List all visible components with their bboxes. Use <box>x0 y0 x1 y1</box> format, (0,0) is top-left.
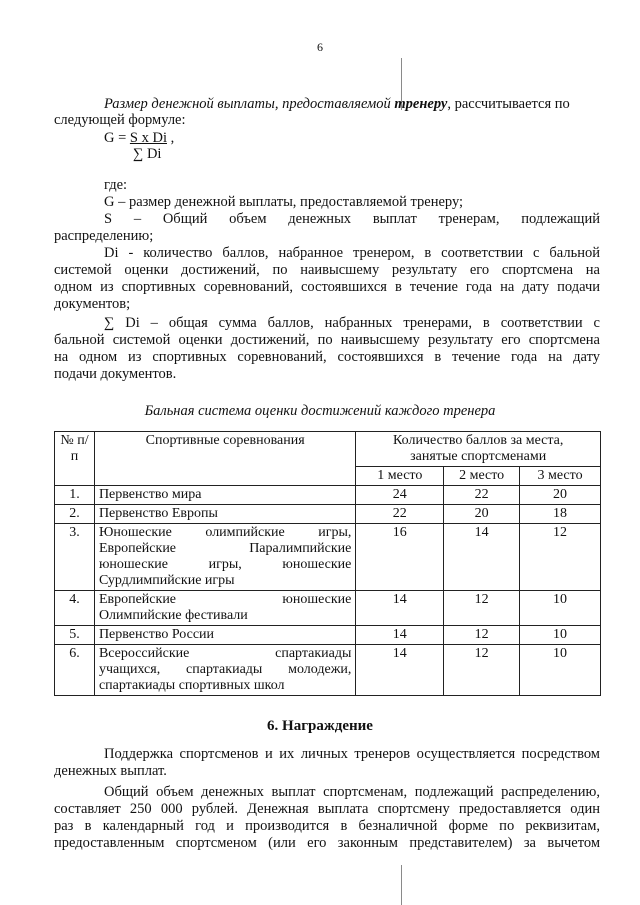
row-competition <box>94 524 355 591</box>
formula-denominator: ∑ Di <box>133 146 162 162</box>
header-place-1: 1 место <box>356 467 444 486</box>
table-row <box>55 626 601 645</box>
table-row <box>55 524 601 591</box>
row-points-2: 14 <box>444 524 520 591</box>
where-label: где: <box>104 177 128 193</box>
header-competitions: Спортивные соревнования <box>94 432 355 486</box>
definition-g: G – размер денежной выплаты, предоставляемой тренеру; <box>104 194 464 210</box>
row-competition-line: Европейские Паралимпийские <box>98 541 352 556</box>
row-competition <box>94 645 355 696</box>
formula-intro-line1 <box>104 96 570 112</box>
header-place-2: 2 место <box>444 467 520 486</box>
fold-line-bottom <box>401 865 402 905</box>
row-competition: Первенство России <box>94 626 355 645</box>
definition-sum-line1: ∑ Di – общая сумма баллов, набранных тренерами, в соответствии с <box>104 315 600 331</box>
row-points-2: 12 <box>444 591 520 626</box>
definition-sum-line4: подачи документов. <box>54 366 177 382</box>
table-row <box>55 486 601 505</box>
definition-sum-line2: бальной системой оценки достижений, по наивысшему результату его спортсмена <box>54 332 600 348</box>
header-number: № п/п <box>55 432 95 486</box>
formula-lhs: G = <box>104 130 130 146</box>
row-points-3: 20 <box>520 486 601 505</box>
definition-sum-line3: на одном из спортивных соревнований, состоявшихся в течение года на дату <box>54 349 600 365</box>
row-number: 1. <box>55 486 95 505</box>
formula-intro-italic: Размер денежной выплаты, предоставляемой <box>104 96 391 112</box>
table-row <box>55 505 601 524</box>
row-points-1: 14 <box>356 591 444 626</box>
row-competition: Первенство Европы <box>94 505 355 524</box>
definition-di-line4: документов; <box>54 296 131 312</box>
row-competition-line: Всероссийские спартакиады <box>98 646 352 661</box>
section6-p1-line2: денежных выплат. <box>54 763 167 779</box>
table-row <box>55 645 601 696</box>
formula-numerator: S x Di <box>129 130 167 146</box>
section6-p2-line1: Общий объем денежных выплат спортсменам, подлежащий распределению, <box>104 784 600 800</box>
header-points <box>356 432 601 467</box>
row-points-3: 18 <box>520 505 601 524</box>
definition-s-line2: распределению; <box>54 228 154 244</box>
row-competition <box>94 591 355 626</box>
definition-di-line3: одном из спортивных соревнований, состоявшихся в течение года на дату подачи <box>54 279 600 295</box>
row-number: 6. <box>55 645 95 696</box>
row-competition-line: Олимпийские фестивали <box>98 608 248 623</box>
row-number: 3. <box>55 524 95 591</box>
row-competition-line: Юношеские олимпийские игры, <box>98 525 352 540</box>
row-competition-line: учащихся, спартакиады молодежи, <box>98 662 352 677</box>
row-points-1: 14 <box>356 645 444 696</box>
table-header-row <box>55 432 601 467</box>
row-competition: Первенство мира <box>94 486 355 505</box>
formula-intro-rest: , рассчитывается по <box>447 96 570 112</box>
row-competition-line: спартакиады спортивных школ <box>98 678 285 693</box>
header-points-line1: Количество баллов за места, <box>393 433 564 448</box>
table-row <box>55 591 601 626</box>
row-points-1: 16 <box>356 524 444 591</box>
row-points-3: 10 <box>520 626 601 645</box>
header-points-line2: занятые спортсменами <box>410 449 547 464</box>
section6-p2-line3: раз в календарный год и производится в безналичной форме по реквизитам, <box>54 818 600 834</box>
section6-p2-line4: предоставленным спортсменом (или его законным представителем) за вычетом <box>54 835 600 851</box>
formula-comma: , <box>166 130 175 146</box>
row-competition-line: юношеские игры, юношеские <box>98 557 352 572</box>
row-points-1: 14 <box>356 626 444 645</box>
definition-di-line2: системой оценки достижений, по наивысшему результату его спортсмена на <box>54 262 600 278</box>
formula <box>104 130 174 146</box>
row-competition-line: Европейские юношеские <box>98 592 352 607</box>
row-number: 5. <box>55 626 95 645</box>
page-number: 6 <box>317 40 323 54</box>
row-points-3: 10 <box>520 591 601 626</box>
row-points-3: 10 <box>520 645 601 696</box>
section6-p1-line1: Поддержка спортсменов и их личных тренеров осуществляется посредством <box>104 746 600 762</box>
row-points-2: 20 <box>444 505 520 524</box>
header-place-3: 3 место <box>520 467 601 486</box>
section-6-title: 6. Награждение <box>267 718 373 734</box>
row-points-3: 12 <box>520 524 601 591</box>
section6-p2-line2: составляет 250 000 рублей. Денежная выплата спортсмену предоставляется один <box>54 801 600 817</box>
definition-s-line1: S – Общий объем денежных выплат тренерам, подлежащий <box>104 211 600 227</box>
row-competition-line: Сурдлимпийские игры <box>98 573 235 588</box>
row-number: 2. <box>55 505 95 524</box>
row-points-1: 22 <box>356 505 444 524</box>
row-points-1: 24 <box>356 486 444 505</box>
row-points-2: 22 <box>444 486 520 505</box>
definition-di-line1: Di - количество баллов, набранное тренером, в соответствии с бальной <box>104 245 600 261</box>
score-table <box>54 431 601 696</box>
formula-intro-bold: тренеру <box>394 96 448 112</box>
row-points-2: 12 <box>444 626 520 645</box>
table-caption: Бальная система оценки достижений каждого тренера <box>144 403 496 419</box>
row-points-2: 12 <box>444 645 520 696</box>
formula-intro-line2: следующей формуле: <box>54 112 186 128</box>
row-number: 4. <box>55 591 95 626</box>
